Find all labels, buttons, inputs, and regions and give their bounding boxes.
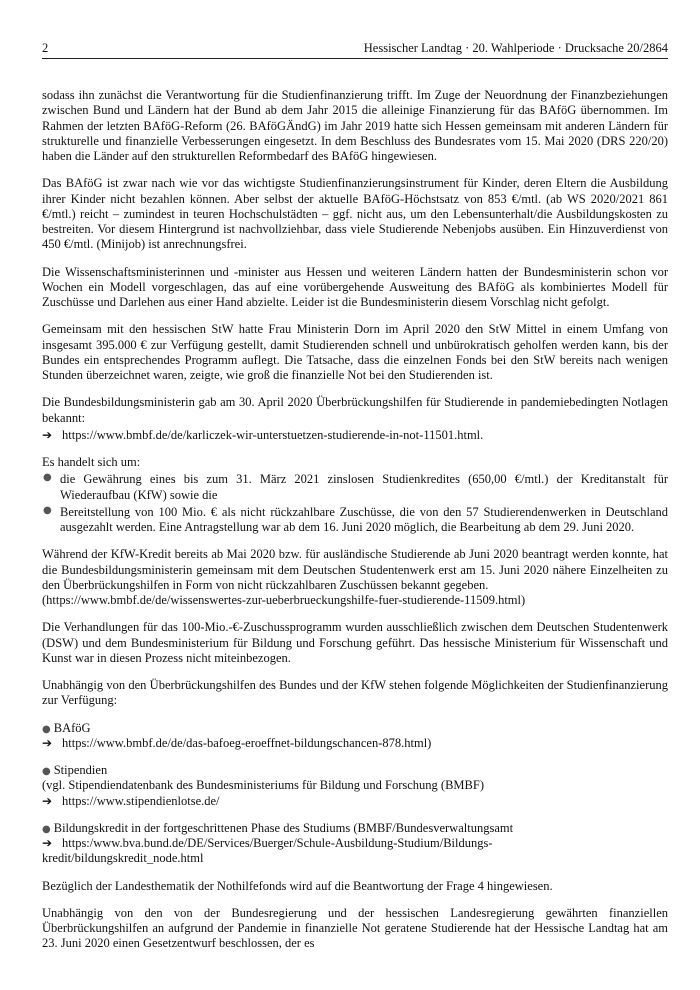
right-arrow-icon: ➔: [42, 735, 53, 750]
page-number: 2: [42, 41, 49, 55]
bullet-icon: ●: [42, 766, 51, 777]
bullet-icon: ●: [42, 723, 51, 735]
funding-title: BAföG: [53, 720, 91, 735]
paragraph-11: Unabhängig von den von der Bundesregierung und der hessischen Landesregierung gewährten finanziellen Überbrückungshilfen an aufgrund der Pandemie in finanzielle Not geratene Studierende hat der Hessische Landtag hat am 23. Juni 2020 einen Gesetzentwurf beschlossen, der es: [42, 905, 668, 951]
funding-bafoeg: [42, 721, 668, 752]
funding-stipendien: [42, 763, 668, 809]
link-line-1: [42, 428, 668, 443]
link-bva[interactable]: https:/www.bva.bund.de/DE/Services/Buerger/Schule-Ausbildung-Studium/Bildungs-: [62, 836, 493, 850]
bullet-list: [42, 472, 668, 535]
funding-subtitle: (vgl. Stipendiendatenbank des Bundesministeriums für Bildung und Forschung (BMBF): [42, 778, 484, 793]
running-title: Hessischer Landtag · 20. Wahlperiode · Drucksache 20/2864: [363, 41, 668, 55]
list-item-text: Bereitstellung von 100 Mio. € als nicht rückzahlbare Zuschüsse, die von den 57 Studierendenwerken in Deutschland ausgezahlt werden. Eine Antragstellung war ab dem 16. Juni 2020 möglich, die Bearbeitung ab dem 29. Juni 2020.: [60, 504, 668, 534]
paragraph-7: [42, 547, 668, 608]
paragraph-10: Bezüglich der Landesthematik der Nothilfefonds wird auf die Beantwortung der Frage 4 hingewiesen.: [42, 878, 553, 893]
funding-title: Bildungskredit in der fortgeschrittenen Phase des Studiums (BMBF/Bundesverwaltungsamt: [53, 820, 514, 835]
paragraph-1: sodass ihn zunächst die Verantwortung für die Studienfinanzierung trifft. Im Zuge der Neuordnung der Finanzbeziehungen zwischen Bund und Ländern hat der Bund ab dem Jahr 2015 die alleinige Finanzierung für das BAföG übernommen. Im Rahmen der letzten BAföG-Reform (26. BAföGÄndG) im Jahr 2019 hatte sich Hessen gemeinsam mit anderen Ländern für strukturelle und finanzielle Verbesserungen eingesetzt. In dem Beschluss des Bundesrates vom 15. Mai 2020 (DRS 220/20) haben die Länder auf den strukturellen Reformbedarf des BAföG hingewiesen.: [42, 88, 668, 163]
list-item: [42, 505, 668, 536]
paragraph-7-text: Während der KfW-Kredit bereits ab Mai 2020 bzw. für ausländische Studierende ab Juni 2020 beantragt werden konnte, hat die Bundesbildungsministerin gemeinsam mit dem Deutschen Studentenwerk erst am 15. Juni 2020 nähere Einzelheiten zu den Überbrückungshilfen in Form von nicht rückzahlbaren Zuschüssen bekannt gegeben.: [42, 547, 668, 592]
bullet-icon: ●: [42, 823, 51, 835]
right-arrow-icon: ➔: [42, 427, 53, 442]
paragraph-2: Das BAföG ist zwar nach wie vor das wichtigste Studienfinanzierungsinstrument für Kinder, deren Eltern die Ausbildung ihrer Kinder nicht bezahlen können. Aber selbst der aktuelle BAföG-Höchstsatz von 853 €/mtl. (ab WS 2020/2021 861 €/mtl.) reicht – zumindest in teuren Hochschulstädten – ggf. nicht aus, um den Lebensunterhalt/die Ausbildungskosten zu bestreiten. Vor diesem Hintergrund ist nachvollziehbar, dass viele Studierende Nebenjobs ausüben. Ein Hinzuverdienst von 450 €/mtl. (Minijob) ist anrechnungsfrei.: [42, 176, 668, 252]
right-arrow-icon: ➔: [42, 793, 53, 808]
running-header: [42, 40, 668, 59]
paragraph-6: Es handelt sich um:: [42, 455, 141, 469]
link-bva-continued[interactable]: kredit/bildungskredit_node.html: [42, 851, 204, 866]
funding-bildungskredit: [42, 821, 668, 867]
link-stipendienlotse[interactable]: https://www.stipendienlotse.de/: [62, 793, 220, 808]
paragraph-8: Die Verhandlungen für das 100-Mio.-€-Zuschussprogramm wurden ausschließlich zwischen dem Deutschen Studentenwerk (DSW) und dem Bundesministerium für Bildung und Forschung geführt. Das hessische Ministerium für Wissenschaft und Kunst war in diesen Prozess nicht miteinbezogen.: [42, 620, 668, 665]
link-wissenswertes[interactable]: (https://www.bmbf.de/de/wissenswertes-zur-ueberbrueckungshilfe-fuer-studierende-11509.html): [42, 593, 526, 607]
body-text: [42, 88, 668, 964]
paragraph-4: Gemeinsam mit den hessischen StW hatte Frau Ministerin Dorn im April 2020 den StW Mittel in einem Umfang von insgesamt 395.000 € zur Verfügung gestellt, damit Studierenden schnell und unbürokratisch geholfen werden kann, bis der Bundes ein entsprechendes Programm auflegt. Die Tatsache, dass die einzelnen Fonds bei den StW bereits nach wenigen Stunden überzeichnet waren, zeigte, wie groß die finanzielle Not bei den Studierenden ist.: [42, 322, 668, 382]
link-bafoeg[interactable]: https://www.bmbf.de/de/das-bafoeg-eroeffnet-bildungschancen-878.html): [62, 735, 432, 750]
link-karliczek[interactable]: https://www.bmbf.de/de/karliczek-wir-unterstuetzen-studierende-in-not-11501.html.: [62, 427, 484, 442]
paragraph-3: Die Wissenschaftsministerinnen und -minister aus Hessen und weiteren Ländern hatten der Bundesministerin schon vor Wochen ein Modell vorgeschlagen, das auf eine vorübergehende Ausweitung des BAföG als kombiniertes Modell für Zuschüsse und Darlehen aus einer Hand abzielte. Leider ist die Bundesministerin diesem Vorschlag nicht gefolgt.: [42, 264, 668, 309]
list-item: [42, 472, 668, 503]
bullet-icon: ●: [43, 472, 52, 484]
bullet-icon: ●: [43, 504, 52, 516]
paragraph-9: Unabhängig von den Überbrückungshilfen des Bundes und der KfW stehen folgende Möglichkeiten der Studienfinanzierung zur Verfügung:: [42, 678, 668, 708]
funding-title: Stipendien: [53, 763, 108, 777]
list-item-text: die Gewährung eines bis zum 31. März 2021 zinslosen Studienkredites (650,00 €/mtl.) der Kreditanstalt für Wiederaufbau (KfW) sowie die: [60, 472, 668, 502]
right-arrow-icon: ➔: [42, 836, 53, 850]
paragraph-5: Die Bundesbildungsministerin gab am 30. April 2020 Überbrückungshilfen für Studierende in pandemiebedingten Notlagen bekannt:: [42, 395, 668, 425]
